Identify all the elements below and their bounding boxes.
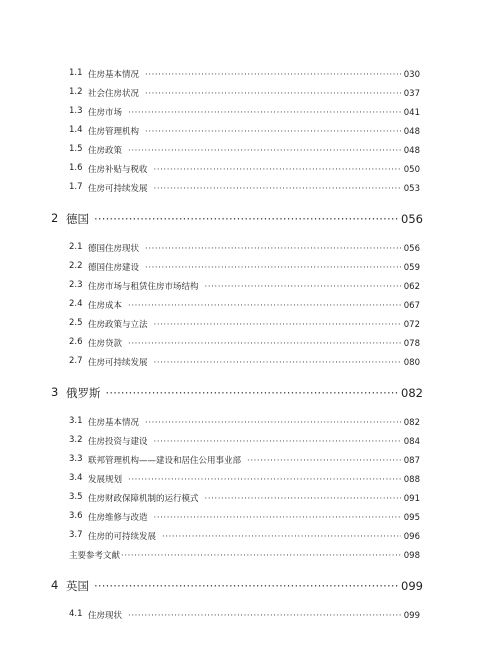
toc-entry-title: 住房的可持续发展	[88, 532, 157, 542]
toc-entry-page: 062	[403, 282, 420, 292]
toc-entry-1-2[interactable]	[0, 87, 477, 99]
toc-entry-title: 住房成本	[88, 301, 123, 311]
toc-entry-number: 1.4	[69, 125, 83, 135]
toc-entry-title: 住房基本情况	[88, 418, 140, 428]
toc-entry-3-5[interactable]	[0, 492, 477, 504]
toc-entry-2-6[interactable]	[0, 337, 477, 349]
toc-entry-1-1[interactable]	[0, 68, 477, 80]
toc-entry-title: 德国住房建设	[88, 263, 140, 273]
toc-entry-number: 3.7	[69, 530, 83, 540]
dot-leader	[162, 532, 401, 542]
toc-chapter-number: 4	[51, 578, 59, 592]
toc-entry-title: 住房管理机构	[88, 127, 140, 137]
toc-entry-title: 住房现状	[88, 611, 123, 621]
toc-entry-page: 041	[403, 108, 420, 118]
toc-entry-number: 1.5	[69, 144, 83, 154]
toc-entry-3-3[interactable]	[0, 454, 477, 466]
toc-entry-3-7[interactable]	[0, 530, 477, 542]
dot-leader	[154, 320, 401, 330]
dot-leader	[94, 212, 399, 226]
dot-leader	[128, 611, 401, 621]
toc-entry-page: 080	[403, 358, 420, 368]
dot-leader	[128, 475, 401, 485]
toc-entry-2-5[interactable]	[0, 318, 477, 330]
toc-entry-page: 056	[403, 244, 420, 254]
dot-leader	[106, 386, 400, 400]
toc-entry-page: 087	[403, 456, 420, 466]
toc-entry-page: 059	[403, 263, 420, 273]
dot-leader	[145, 263, 401, 273]
toc-entry-title: 主要参考文献	[69, 551, 121, 561]
toc-entry-title: 住房可持续发展	[88, 184, 148, 194]
toc-entry-2-7[interactable]	[0, 356, 477, 368]
dot-leader	[154, 358, 401, 368]
toc-entry-page: 091	[403, 494, 420, 504]
toc-entry-title: 住房市场	[88, 108, 123, 118]
toc-entry-2-1[interactable]	[0, 242, 477, 254]
dot-leader	[247, 456, 401, 466]
toc-entry-2-4[interactable]	[0, 299, 477, 311]
toc-entry-number: 2.5	[69, 318, 83, 328]
toc-entry-2-2[interactable]	[0, 261, 477, 273]
toc-entry-3-2[interactable]	[0, 435, 477, 447]
toc-entry-title: 住房政策	[88, 146, 123, 156]
toc-entry-2-3[interactable]	[0, 280, 477, 292]
toc-chapter-2[interactable]	[0, 211, 477, 227]
toc-entry-title: 住房补贴与税收	[88, 165, 148, 175]
toc-entry-page: 099	[403, 611, 420, 621]
toc-entry-number: 3.2	[69, 435, 83, 445]
dot-leader	[145, 418, 401, 428]
toc-chapter-page: 082	[401, 386, 423, 400]
toc-entry-title: 德国住房现状	[88, 244, 140, 254]
toc-entry-number: 1.6	[69, 163, 83, 173]
toc-entry-title: 住房投资与建设	[88, 437, 148, 447]
toc-chapter-number: 2	[51, 211, 59, 225]
dot-leader	[94, 579, 399, 593]
toc-entry-1-7[interactable]	[0, 182, 477, 194]
toc-entry-title: 社会住房状况	[88, 89, 140, 99]
dot-leader	[128, 301, 401, 311]
toc-entry-number: 1.2	[69, 87, 83, 97]
dot-leader	[145, 244, 401, 254]
toc-entry-number: 3.3	[69, 454, 83, 464]
toc-entry-page: 053	[403, 184, 420, 194]
toc-entry-1-4[interactable]	[0, 125, 477, 137]
toc-chapter-title: 英国	[66, 579, 89, 593]
toc-entry-page: 048	[403, 146, 420, 156]
dot-leader	[154, 184, 401, 194]
toc-entry-page: 088	[403, 475, 420, 485]
toc-entry-number: 3.5	[69, 492, 83, 502]
toc-entry-number: 1.1	[69, 68, 83, 78]
toc-entry-number: 1.7	[69, 182, 83, 192]
toc-entry-number: 3.4	[69, 473, 83, 483]
dot-leader	[205, 282, 401, 292]
toc-entry-title: 住房政策与立法	[88, 320, 148, 330]
dot-leader	[145, 127, 401, 137]
dot-leader	[121, 551, 401, 561]
toc-chapter-4[interactable]	[0, 578, 477, 594]
toc-entry-page: 095	[403, 513, 420, 523]
toc-entry-3-4[interactable]	[0, 473, 477, 485]
toc-entry-1-3[interactable]	[0, 106, 477, 118]
toc-entry-title: 住房可持续发展	[88, 358, 148, 368]
toc-entry-title: 住房市场与租赁住房市场结构	[88, 282, 199, 292]
toc-entry-title: 联邦管理机构——建设和居住公用事业部	[88, 456, 242, 466]
toc-entry-references[interactable]	[0, 549, 477, 561]
toc-entry-number: 3.1	[69, 416, 83, 426]
toc-entry-number: 4.1	[69, 609, 83, 619]
dot-leader	[154, 165, 401, 175]
toc-entry-3-6[interactable]	[0, 511, 477, 523]
toc-entry-number: 2.6	[69, 337, 83, 347]
toc-entry-title: 住房贷款	[88, 339, 123, 349]
toc-entry-number: 2.1	[69, 242, 83, 252]
dot-leader	[154, 513, 401, 523]
toc-entry-title: 住房基本情况	[88, 70, 140, 80]
toc-entry-page: 030	[403, 70, 420, 80]
dot-leader	[128, 339, 401, 349]
toc-entry-page: 096	[403, 532, 420, 542]
toc-chapter-title: 德国	[66, 212, 89, 226]
toc-entry-number: 2.7	[69, 356, 83, 366]
dot-leader	[128, 146, 401, 156]
toc-entry-number: 3.6	[69, 511, 83, 521]
toc-entry-4-1[interactable]	[0, 609, 477, 621]
toc-entry-page: 072	[403, 320, 420, 330]
toc-entry-1-6[interactable]	[0, 163, 477, 175]
toc-chapter-number: 3	[51, 385, 59, 399]
toc-entry-page: 037	[403, 89, 420, 99]
toc-chapter-page: 099	[401, 579, 423, 593]
dot-leader	[154, 437, 401, 447]
toc-entry-title: 住房财政保障机制的运行模式	[88, 494, 199, 504]
toc-entry-number: 1.3	[69, 106, 83, 116]
dot-leader	[205, 494, 401, 504]
toc-chapter-title: 俄罗斯	[66, 386, 101, 400]
toc-entry-title: 住房维修与改造	[88, 513, 148, 523]
toc-entry-page: 098	[403, 551, 420, 561]
toc-entry-page: 067	[403, 301, 420, 311]
toc-entry-page: 082	[403, 418, 420, 428]
toc-entry-number: 2.2	[69, 261, 83, 271]
toc-entry-title: 发展规划	[88, 475, 123, 485]
toc-entry-number: 2.3	[69, 280, 83, 290]
toc-entry-page: 078	[403, 339, 420, 349]
toc-entry-page: 048	[403, 127, 420, 137]
toc-chapter-page: 056	[401, 212, 423, 226]
toc-entry-1-5[interactable]	[0, 144, 477, 156]
dot-leader	[145, 70, 401, 80]
toc-chapter-3[interactable]	[0, 385, 477, 401]
toc-entry-page: 050	[403, 165, 420, 175]
toc-entry-number: 2.4	[69, 299, 83, 309]
toc-entry-page: 084	[403, 437, 420, 447]
dot-leader	[128, 108, 401, 118]
toc-entry-3-1[interactable]	[0, 416, 477, 428]
dot-leader	[145, 89, 401, 99]
